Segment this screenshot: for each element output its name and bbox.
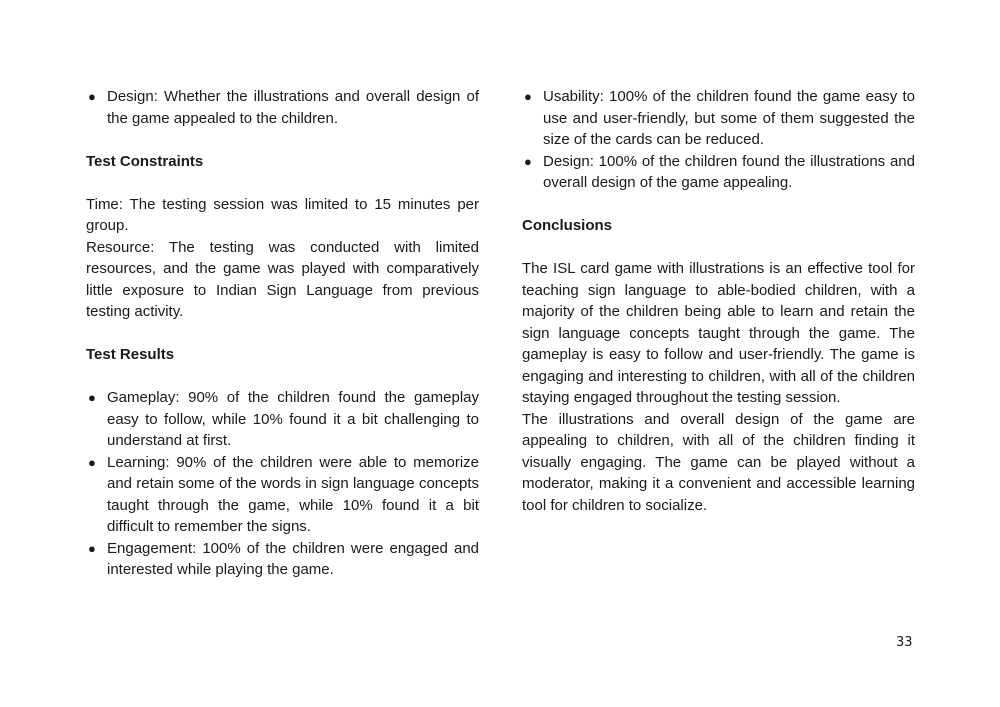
bullet-icon: ● <box>524 89 532 104</box>
list-item-text: Usability: 100% of the children found the game easy to use and user-friendly, but some of them suggested the size of the cards can be reduced. <box>543 88 915 148</box>
design-list <box>86 86 479 129</box>
list-item <box>86 538 479 581</box>
list-item-text: Design: 100% of the children found the illustrations and overall design of the game appealing. <box>543 152 915 191</box>
constraint-time-text: Time: The testing session was limited to 15 minutes per group. <box>86 195 479 234</box>
list-item-text: Engagement: 100% of the children were engaged and interested while playing the game. <box>107 539 479 578</box>
constraint-resource-text: Resource: The testing was conducted with limited resources, and the game was played with comparatively little exposure to Indian Sign Language from previous testing activity. <box>86 238 479 320</box>
results-list <box>86 387 479 581</box>
list-item-text: Design: Whether the illustrations and overall design of the game appealed to the children. <box>107 88 479 127</box>
right-column <box>522 86 915 516</box>
page-number: 33 <box>896 635 913 650</box>
list-item <box>86 387 479 452</box>
list-item <box>522 86 915 151</box>
left-column <box>86 86 479 581</box>
list-item <box>86 86 479 129</box>
conclusions-heading: Conclusions <box>522 217 613 234</box>
list-item <box>86 452 479 538</box>
results-continued-list <box>522 86 915 194</box>
test-results-heading: Test Results <box>86 346 175 363</box>
bullet-icon: ● <box>88 540 96 556</box>
list-item-text: Gameplay: 90% of the children found the gameplay easy to follow, while 10% found it a bit challenging to understand at first. <box>107 389 479 449</box>
list-item-text: Learning: 90% of the children were able to memorize and retain some of the words in sign language concepts taught through the game, while 10% found it a bit difficult to remember the signs. <box>107 453 479 535</box>
conclusions-paragraph-1: The ISL card game with illustrations is an effective tool for teaching sign language to able-bodied children, with a majority of the children being able to learn and retain the sign language concepts taught through the game. The gameplay is easy to follow and user-friendly. The game is engaging and interesting to children, with all of the children staying engaged throughout the testing session. <box>522 260 915 406</box>
bullet-icon: ● <box>88 89 96 104</box>
test-constraints-heading: Test Constraints <box>86 152 204 170</box>
bullet-icon: ● <box>88 454 96 470</box>
bullet-icon: ● <box>524 153 532 169</box>
conclusions-paragraph-2: The illustrations and overall design of the game are appealing to children, with all of the children finding it visually engaging. The game can be played without a moderator, making it a convenient and accessible learning tool for children to socialize. <box>522 410 915 514</box>
bullet-icon: ● <box>88 390 96 405</box>
list-item <box>522 151 915 194</box>
